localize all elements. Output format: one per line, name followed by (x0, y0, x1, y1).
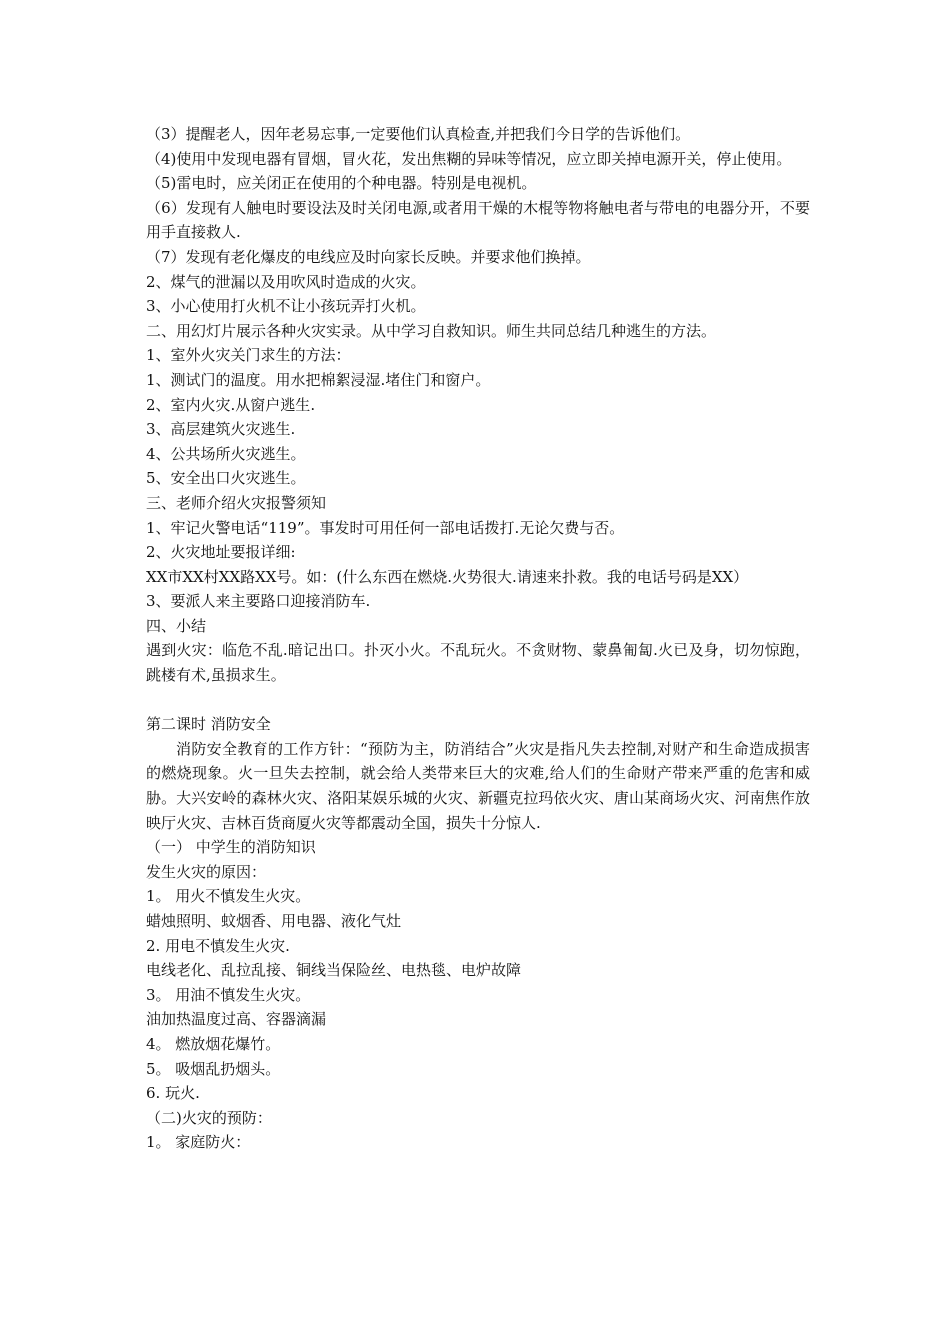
text-line: 电线老化、乱拉乱接、铜线当保险丝、电热毯、电炉故障 (146, 961, 522, 980)
section-heading: 四、小结 (146, 616, 207, 635)
paragraph: 消防安全教育的工作方针：“预防为主，防消结合”火灾是指凡失去控制,对财产和生命造成损害的燃烧现象。火一旦失去控制，就会给人类带来巨大的灾难,给人们的生命财产带来严重的危害和威胁。大兴安岭的森林火灾、洛阳某娱乐城的火灾、新疆克拉玛依火灾、唐山某商场火灾、河南焦作放映厅火灾、吉林百货商厦火灾等都震动全国，损失十分惊人. (146, 739, 810, 832)
text-line: （3）提醒老人，因年老易忘事,一定要他们认真检查,并把我们今日学的告诉他们。 (146, 125, 691, 143)
text-line: 2、火灾地址要报详细: (146, 543, 296, 562)
text-line: 1。 用火不慎发生火灾。 (146, 887, 311, 906)
text-line: 3、高层建筑火灾逃生. (146, 420, 296, 439)
text-line: （6）发现有人触电时要设法及时关闭电源,或者用干燥的木棍等物将触电者与带电的电器分开，不要用手直接救人. (146, 198, 810, 242)
text-line: 5。 吸烟乱扔烟头。 (146, 1059, 281, 1078)
text-line: 5、安全出口火灾逃生。 (146, 469, 306, 488)
text-line: 1、牢记火警电话“119”。事发时可用任何一部电话拨打.无论欠费与否。 (146, 518, 625, 537)
text-line: 2、煤气的泄漏以及用吹风时造成的火灾。 (146, 272, 426, 291)
document-body (146, 122, 810, 1155)
text-line: 4、公共场所火灾逃生。 (146, 444, 306, 463)
text-line: 3、小心使用打火机不让小孩玩弄打火机。 (146, 297, 426, 316)
text-line: （4)使用中发现电器有冒烟，冒火花，发出焦糊的异味等情况，应立即关掉电源开关，停止使用。 (146, 149, 792, 168)
text-line: 2. 用电不慎发生火灾. (146, 936, 290, 955)
text-line: XX市XX村XX路XX号。如：(什么东西在燃烧.火势很大.请速来扑救。我的电话号码是XX） (146, 567, 749, 586)
text-line: 3。 用油不慎发生火灾。 (146, 985, 311, 1004)
section-heading: （一） 中学生的消防知识 (146, 838, 316, 857)
text-line: 2、室内火灾.从窗户逃生. (146, 395, 316, 414)
lesson-title: 第二课时 消防安全 (146, 715, 271, 734)
text-line: （5)雷电时，应关闭正在使用的个种电器。特别是电视机。 (146, 174, 537, 193)
text-line: 1、室外火灾关门求生的方法： (146, 346, 351, 365)
section-heading: （二)火灾的预防： (146, 1108, 272, 1127)
text-line: 1、测试门的温度。用水把棉絮浸湿.堵住门和窗户。 (146, 370, 491, 389)
text-line: 蜡烛照明、蚊烟香、用电器、液化气灶 (146, 912, 402, 930)
text-line: 发生火灾的原因： (146, 862, 267, 881)
text-line: 3、要派人来主要路口迎接消防车. (146, 592, 371, 611)
text-line: （7）发现有老化爆皮的电线应及时向家长反映。并要求他们换掉。 (146, 247, 591, 266)
text-line: 6. 玩火. (146, 1084, 200, 1103)
text-line: 遇到火灾：临危不乱.暗记出口。扑灭小火。不乱玩火。不贪财物、蒙鼻匍匐.火已及身，切勿惊跑，跳楼有术,虽损求生。 (146, 641, 810, 685)
text-line: 1。 家庭防火： (146, 1133, 251, 1152)
text-line: 油加热温度过高、容器滴漏 (146, 1010, 327, 1029)
blank-line (146, 688, 810, 713)
section-heading: 三、老师介绍火灾报警须知 (146, 493, 327, 512)
section-heading: 二、用幻灯片展示各种火灾实录。从中学习自救知识。师生共同总结几种逃生的方法。 (146, 321, 717, 340)
text-line: 4。 燃放烟花爆竹。 (146, 1034, 281, 1053)
